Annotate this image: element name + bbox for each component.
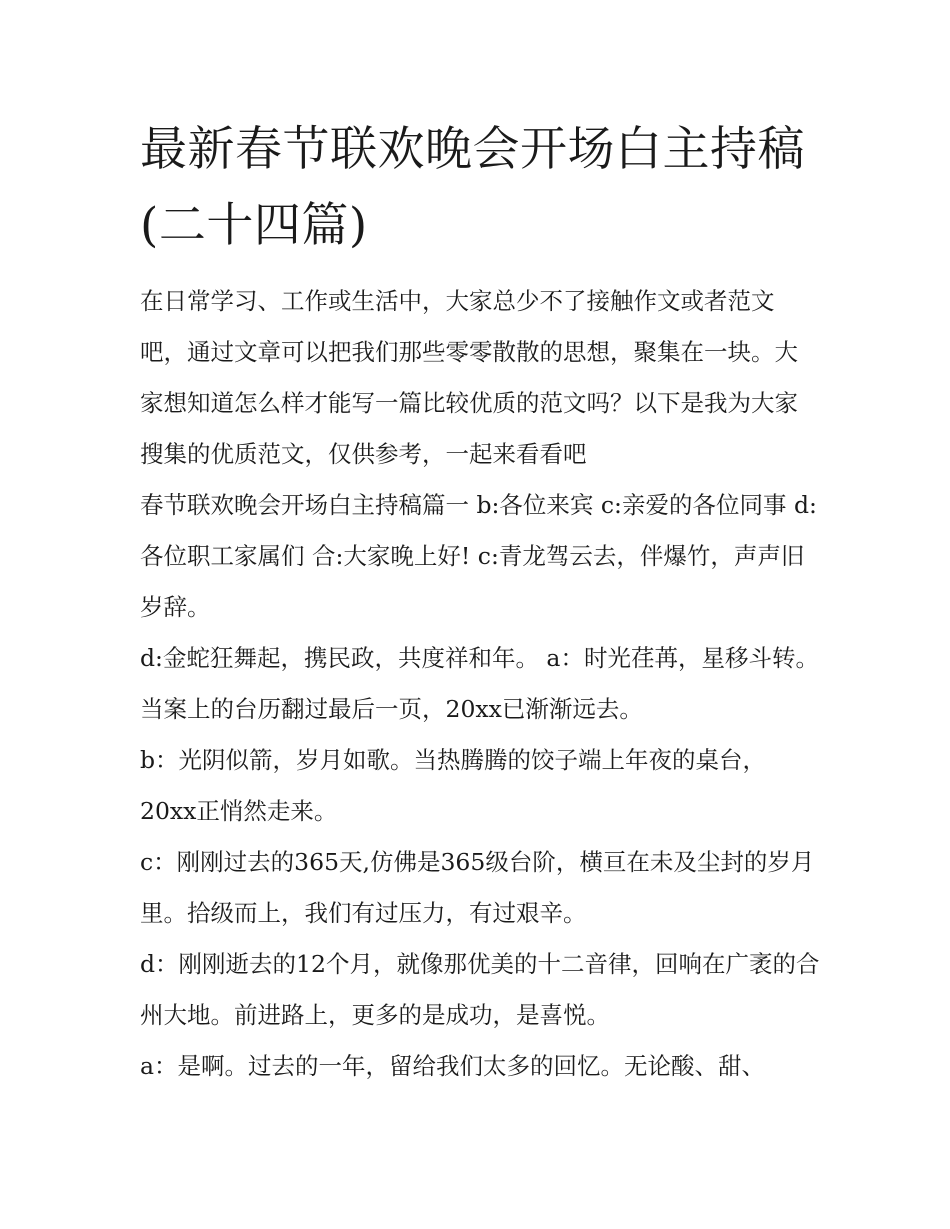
document-page: [140, 112, 820, 1092]
body-paragraph-5: d：刚刚逝去的12个月，就像那优美的十二音律，回响在广袤的合州大地。前进路上，更多的是成功，是喜悦。: [140, 950, 820, 1029]
document-title: 最新春节联欢晚会开场白主持稿(二十四篇): [140, 122, 805, 253]
body-paragraph-4: c：刚刚过去的365天,仿佛是365级台阶，横亘在未及尘封的岁月里。拾级而上，我们有过压力，有过艰辛。: [140, 848, 815, 927]
body-paragraph-6: a：是啊。过去的一年，留给我们太多的回忆。无论酸、甜、: [140, 1052, 766, 1080]
body-paragraph-1: 春节联欢晚会开场白主持稿篇一 b:各位来宾 c:亲爱的各位同事 d:各位职工家属们 合:大家晚上好! c:青龙驾云去，伴爆竹，声声旧岁辞。: [140, 491, 817, 621]
body-paragraph-3: b：光阴似箭，岁月如歌。当热腾腾的饺子端上年夜的桌台，20xx正悄然走来。: [140, 746, 767, 825]
intro-paragraph: 在日常学习、工作或生活中，大家总少不了接触作文或者范文吧，通过文章可以把我们那些零零散散的思想，聚集在一块。大家想知道怎么样才能写一篇比较优质的范文吗？以下是我为大家搜集的优质范文，仅供参考，一起来看看吧: [140, 287, 798, 468]
body-paragraph-2: d:金蛇狂舞起，携民政，共度祥和年。 a：时光荏苒，星移斗转。当案上的台历翻过最后一页，20xx已渐渐远去。: [140, 644, 819, 723]
